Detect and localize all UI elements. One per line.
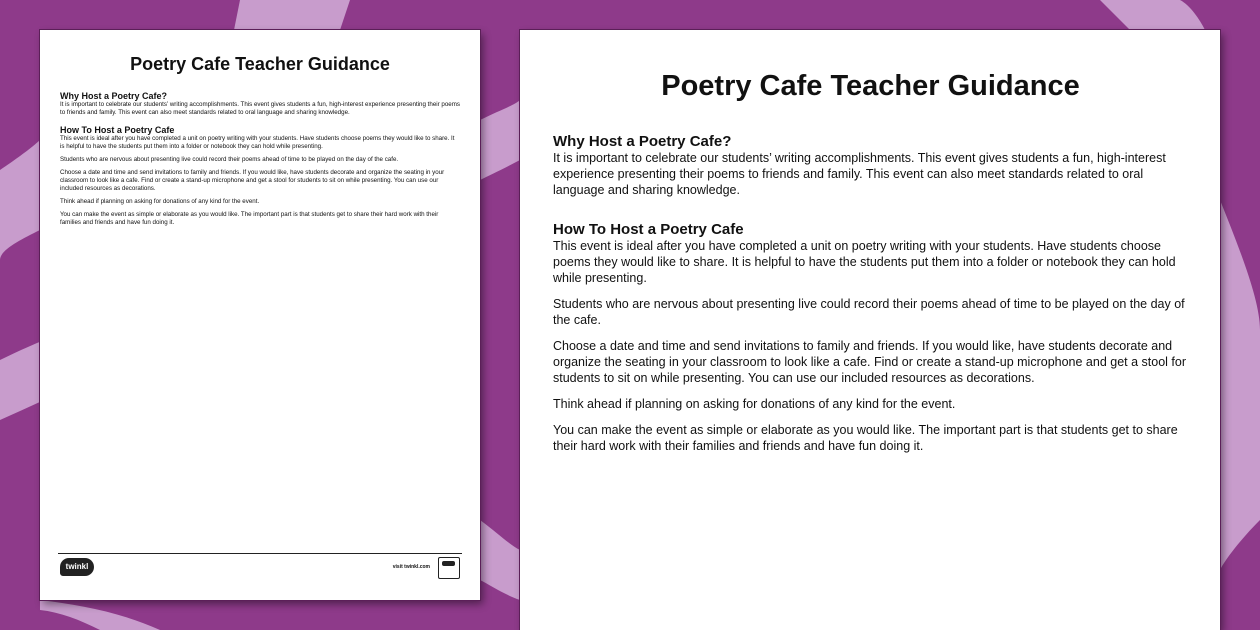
paragraph: You can make the event as simple or elaborate as you would like. The important part is that students get to share their hard work with their families and friends and have fun doing it. (60, 211, 439, 226)
section-heading: Why Host a Poetry Cafe? (553, 133, 732, 150)
section-how-to-host (60, 125, 460, 227)
section-how-to-host (553, 221, 1188, 454)
paragraph: Students who are nervous about presenting live could record their poems ahead of time to be played on the day of the cafe. (553, 297, 1185, 327)
paragraph: This event is ideal after you have completed a unit on poetry writing with your students. Have students choose poems they would like to share. It is helpful to have the students put them into a folder or notebook they can hold while presenting. (553, 239, 1176, 285)
page-title: Poetry Cafe Teacher Guidance (130, 54, 390, 74)
paragraph: This event is ideal after you have completed a unit on poetry writing with your students. Have students choose poems they would like to share. It is helpful to have the students put them into a folder or notebook they can hold while presenting. (60, 135, 455, 150)
page-title: Poetry Cafe Teacher Guidance (661, 70, 1080, 102)
section-why-host (60, 91, 460, 117)
section-heading: How To Host a Poetry Cafe (553, 221, 744, 238)
document-page-thumbnail (40, 30, 480, 600)
section-why-host (553, 133, 1188, 198)
paragraph: It is important to celebrate our students’ writing accomplishments. This event gives students a fun, high-interest experience presenting their poems to friends and family. This event can also meet standards related to oral language and sharing knowledge. (60, 101, 460, 116)
paragraph: You can make the event as simple or elaborate as you would like. The important part is that students get to share their hard work with their families and friends and have fun doing it. (553, 423, 1178, 453)
paragraph: Think ahead if planning on asking for donations of any kind for the event. (60, 198, 260, 205)
paragraph: It is important to celebrate our students’ writing accomplishments. This event gives students a fun, high-interest experience presenting their poems to friends and family. This event can also meet standards related to oral language and sharing knowledge. (553, 151, 1166, 197)
document-page-zoomed (520, 30, 1220, 630)
badge-icon (438, 557, 460, 579)
paragraph: Students who are nervous about presenting live could record their poems ahead of time to be played on the day of the cafe. (60, 156, 399, 163)
twinkl-logo: twinkl (60, 558, 94, 576)
paragraph: Think ahead if planning on asking for donations of any kind for the event. (553, 397, 956, 411)
page-footer (58, 553, 462, 582)
site-link: visit twinkl.com (392, 564, 430, 570)
paragraph: Choose a date and time and send invitations to family and friends. If you would like, have students decorate and organize the seating in your classroom to look like a cafe. Find or create a stand-up microphone and get a stool for students to sit on while presenting. You can use our included resources as decorations. (553, 339, 1186, 385)
paragraph: Choose a date and time and send invitations to family and friends. If you would like, have students decorate and organize the seating in your classroom to look like a cafe. Find or create a stand-up microphone and get a stool for students to sit on while presenting. You can use our included resources as decorations. (60, 169, 445, 192)
section-heading: How To Host a Poetry Cafe (60, 125, 175, 135)
section-heading: Why Host a Poetry Cafe? (60, 91, 168, 101)
